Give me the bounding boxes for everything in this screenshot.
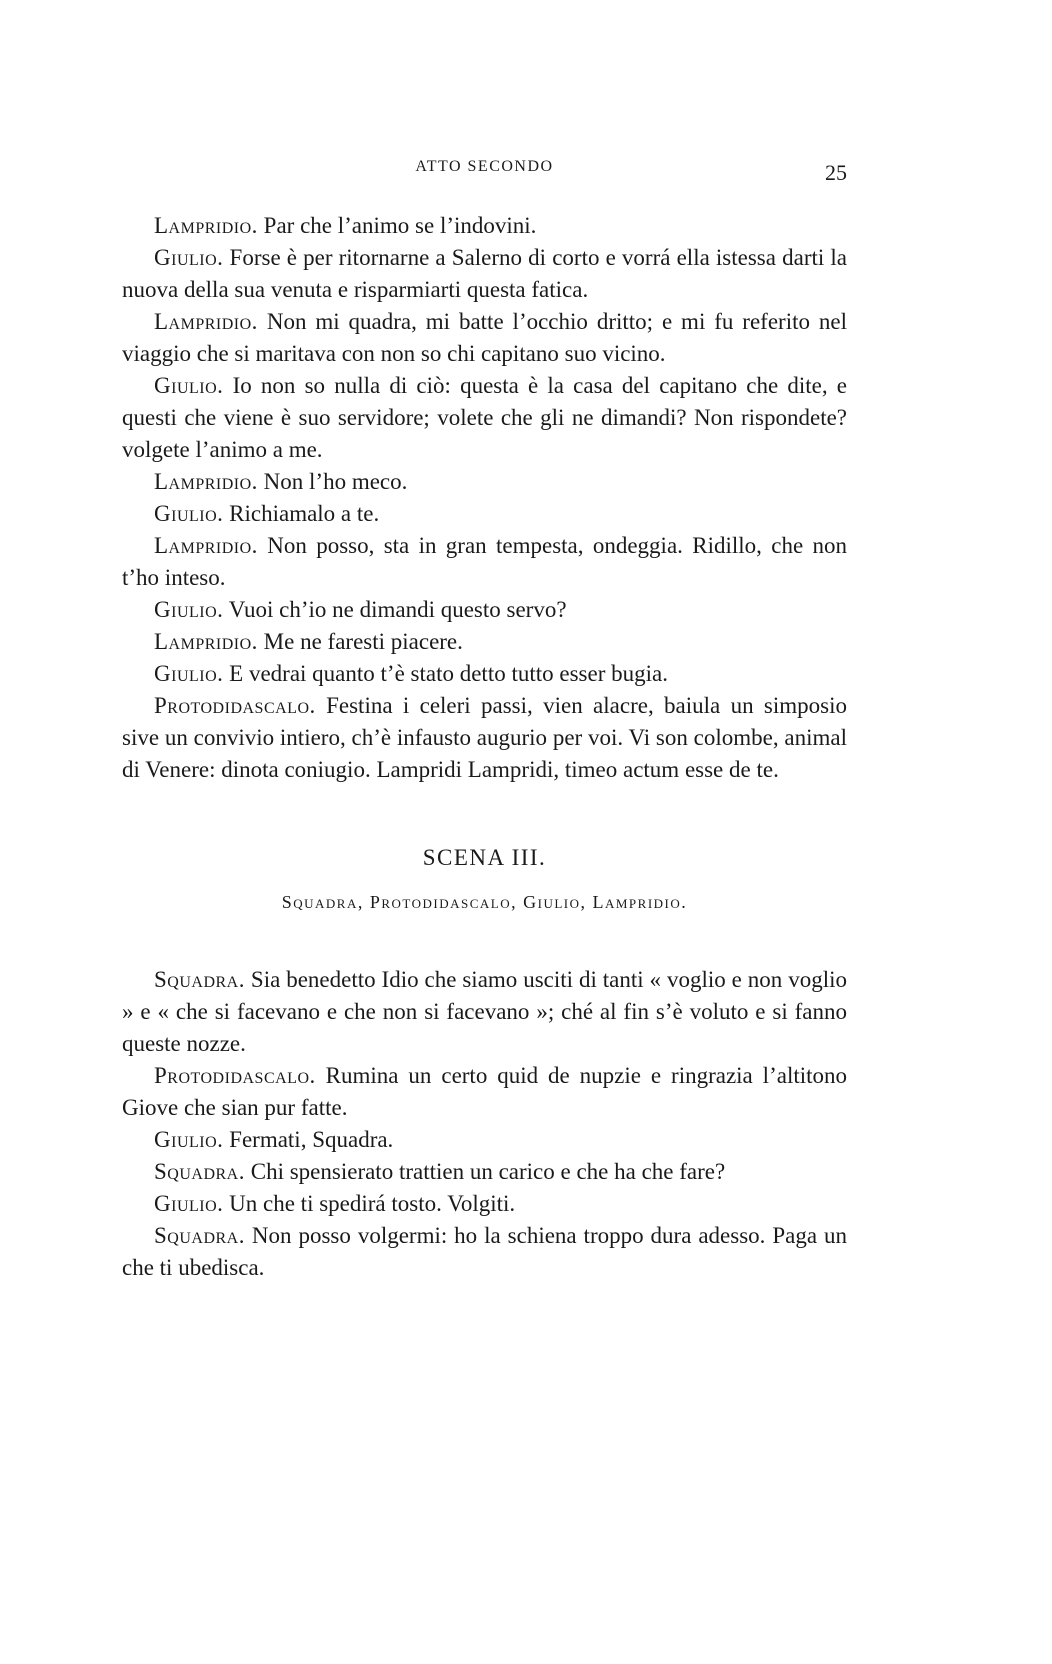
speaker-name: Lampridio. <box>154 533 258 558</box>
speech-paragraph <box>122 1060 847 1124</box>
speech-paragraph <box>122 1156 847 1188</box>
speech-text: Festina i celeri passi, vien alacre, baiula un simposio sive un convivio intiero, ch’è infausto augurio per voi. Vi son colombe, animal di Venere: dinota coniugio. Lampridi Lampridi, timeo actum esse de te. <box>122 693 847 782</box>
speaker-name: Lampridio. <box>154 469 258 494</box>
speaker-name: Giulio. <box>154 1127 224 1152</box>
speech-text: Non posso, sta in gran tempesta, ondeggia. Ridillo, che non t’ho inteso. <box>122 533 847 590</box>
scene-characters: Squadra, Protodidascalo, Giulio, Lampridio. <box>281 892 688 912</box>
speech-text: Par che l’animo se l’indovini. <box>257 213 537 238</box>
speech-paragraph <box>122 466 847 498</box>
speaker-name: Protodidascalo. <box>154 693 316 718</box>
page-number: 25 <box>825 160 847 185</box>
speech-text: Non posso volgermi: ho la schiena troppo dura adesso. Paga un che ti ubedisca. <box>122 1223 847 1280</box>
speech-paragraph <box>122 658 847 690</box>
speech-paragraph <box>122 498 847 530</box>
speech-text: Chi spensierato trattien un carico e che ha che fare? <box>245 1159 726 1184</box>
speech-paragraph <box>122 626 847 658</box>
speech-paragraph <box>122 210 847 242</box>
speech-paragraph <box>122 530 847 594</box>
speech-text: Forse è per ritornarne a Salerno di corto e vorrá ella istessa darti la nuova della sua venuta e risparmiarti questa fatica. <box>122 245 847 302</box>
speech-text: Non l’ho meco. <box>257 469 408 494</box>
speech-text: Sia benedetto Idio che siamo usciti di tanti « voglio e non voglio » e « che si facevano e che non si facevano »; ché al fin s’è voluto e si fanno queste nozze. <box>122 967 847 1056</box>
speech-text: Vuoi ch’io ne dimandi questo servo? <box>223 597 567 622</box>
speech-text: Non mi quadra, mi batte l’occhio dritto; e mi fu referito nel viaggio che si maritava con non so chi capitano suo vicino. <box>122 309 847 366</box>
scene-title: SCENA III. <box>422 845 547 870</box>
running-title: ATTO SECONDO <box>415 158 554 175</box>
speaker-name: Lampridio. <box>154 213 258 238</box>
speech-paragraph <box>122 1188 847 1220</box>
speech-text: Richiamalo a te. <box>223 501 380 526</box>
speech-text: Me ne faresti piacere. <box>257 629 463 654</box>
speaker-name: Lampridio. <box>154 309 258 334</box>
speech-paragraph <box>122 370 847 466</box>
speaker-name: Giulio. <box>154 661 224 686</box>
speech-paragraph <box>122 964 847 1060</box>
speech-paragraph <box>122 1124 847 1156</box>
running-header <box>122 158 847 188</box>
speech-text: Fermati, Squadra. <box>223 1127 394 1152</box>
speech-paragraph <box>122 306 847 370</box>
speaker-name: Protodidascalo. <box>154 1063 316 1088</box>
speaker-name: Squadra. <box>154 1159 245 1184</box>
speaker-name: Giulio. <box>154 501 224 526</box>
speech-text: Un che ti spedirá tosto. Volgiti. <box>223 1191 516 1216</box>
speech-text: Rumina un certo quid de nupzie e ringrazia l’altitono Giove che sian pur fatte. <box>122 1063 847 1120</box>
speech-text: Io non so nulla di ciò: questa è la casa del capitano che dite, e questi che viene è suo servidore; volete che gli ne dimandi? Non rispondete? volgete l’animo a me. <box>122 373 847 462</box>
speaker-name: Squadra. <box>154 1223 245 1248</box>
speaker-name: Lampridio. <box>154 629 258 654</box>
speaker-name: Giulio. <box>154 597 224 622</box>
speaker-name: Giulio. <box>154 1191 224 1216</box>
speech-paragraph <box>122 1220 847 1284</box>
speech-paragraph <box>122 690 847 786</box>
speaker-name: Giulio. <box>154 373 224 398</box>
speaker-name: Squadra. <box>154 967 245 992</box>
speaker-name: Giulio. <box>154 245 224 270</box>
speech-paragraph <box>122 242 847 306</box>
text-block <box>122 210 847 1284</box>
speech-paragraph <box>122 594 847 626</box>
speech-text: E vedrai quanto t’è stato detto tutto esser bugia. <box>223 661 668 686</box>
